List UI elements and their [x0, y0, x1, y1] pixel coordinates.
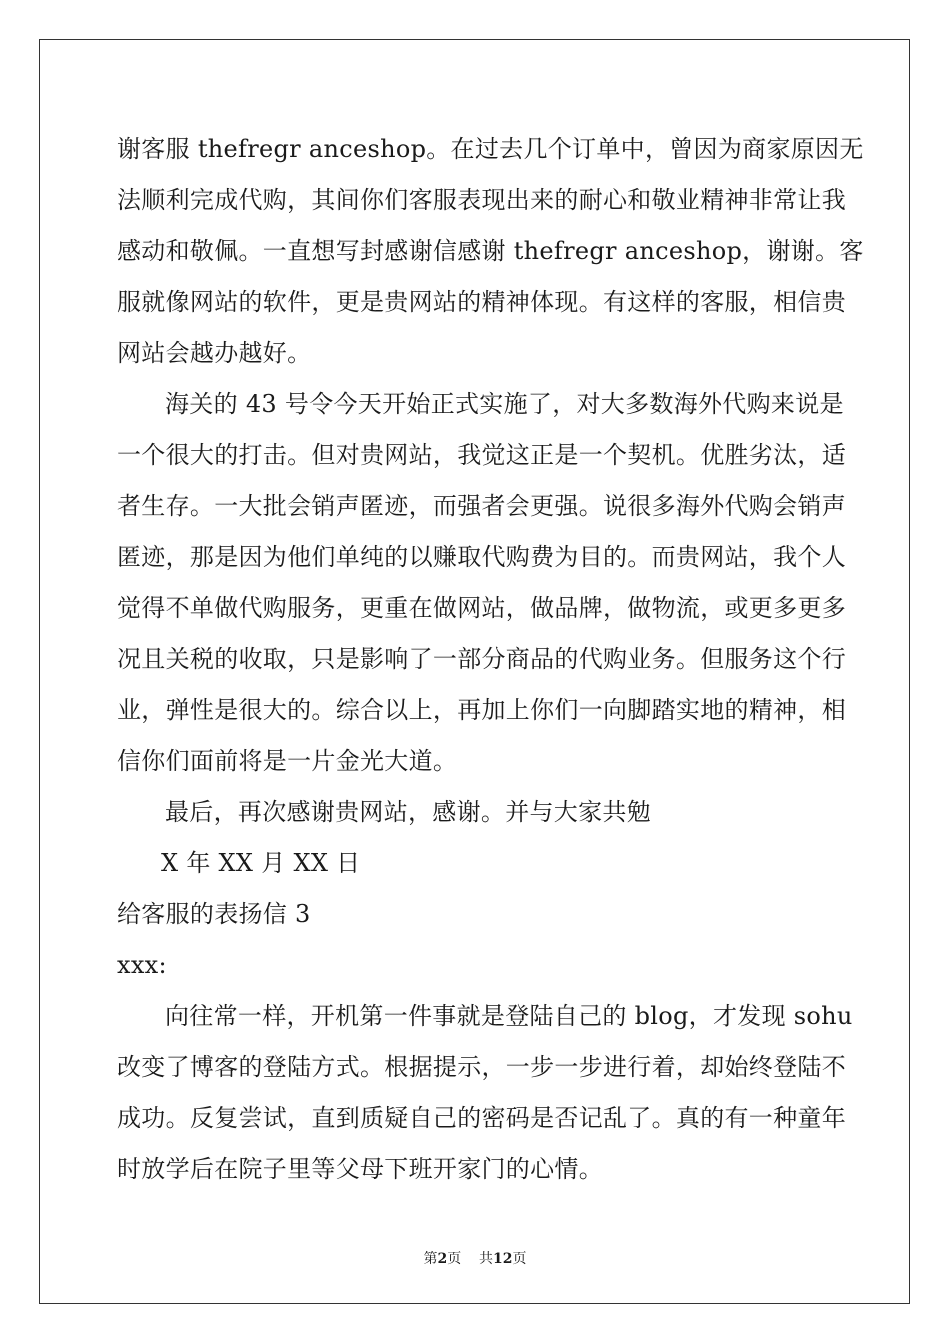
- text-line: 改变了博客的登陆方式。根据提示，一步一步进行着，却始终登陆不: [117, 1053, 846, 1081]
- text-line: 向往常一样，开机第一件事就是登陆自己的 blog，才发现 sohu: [165, 1002, 853, 1030]
- text-line: 感动和敬佩。一直想写封感谢信感谢 thefregr anceshop，谢谢。客: [117, 237, 864, 265]
- page-prefix: 第: [423, 1251, 438, 1267]
- text-line: 成功。反复尝试，直到质疑自己的密码是否记乱了。真的有一种童年: [117, 1104, 846, 1132]
- total-suffix: 页: [512, 1251, 527, 1267]
- text-line: 网站会越办越好。: [117, 339, 312, 367]
- letter-heading: 给客服的表扬信 3: [117, 900, 311, 928]
- text-line: 一个很大的打击。但对贵网站，我觉这正是一个契机。优胜劣汰，适: [117, 441, 846, 469]
- page-suffix: 页: [447, 1251, 462, 1267]
- text-line: 匿迹，那是因为他们单纯的以赚取代购费为目的。而贵网站，我个人: [117, 543, 846, 571]
- page-footer: [0, 1248, 950, 1268]
- text-line: 业，弹性是很大的。综合以上，再加上你们一向脚踏实地的精神，相: [117, 696, 846, 724]
- total-prefix: 共: [479, 1251, 494, 1267]
- page-number: 2: [437, 1251, 448, 1267]
- text-line: 信你们面前将是一片金光大道。: [117, 747, 458, 775]
- salutation: xxx:: [117, 951, 167, 979]
- document-body: [117, 124, 864, 1195]
- text-line: 谢客服 thefregr anceshop。在过去几个订单中，曾因为商家原因无: [117, 135, 864, 163]
- text-line: 海关的 43 号令今天开始正式实施了，对大多数海外代购来说是: [165, 390, 844, 418]
- closing-line: 最后，再次感谢贵网站，感谢。并与大家共勉: [165, 798, 651, 826]
- date-line: X 年 XX 月 XX 日: [161, 849, 361, 877]
- text-line: 时放学后在院子里等父母下班开家门的心情。: [117, 1155, 603, 1183]
- text-line: 觉得不单做代购服务，更重在做网站，做品牌，做物流，或更多更多: [117, 594, 846, 622]
- text-line: 况且关税的收取，只是影响了一部分商品的代购业务。但服务这个行: [117, 645, 846, 673]
- text-line: 服就像网站的软件，更是贵网站的精神体现。有这样的客服，相信贵: [117, 288, 846, 316]
- total-pages: 12: [493, 1251, 513, 1267]
- text-line: 者生存。一大批会销声匿迹，而强者会更强。说很多海外代购会销声: [117, 492, 846, 520]
- text-line: 法顺利完成代购，其间你们客服表现出来的耐心和敬业精神非常让我: [117, 186, 846, 214]
